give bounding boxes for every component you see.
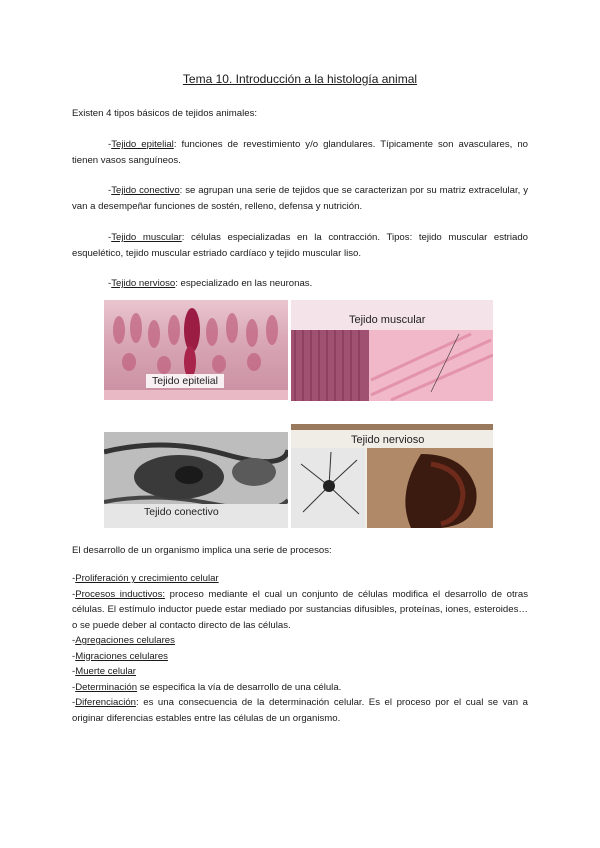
process-name: Migraciones celulares xyxy=(75,650,168,662)
tissue-desc: : células especializadas en la contracción. Tipos: tejido muscular estriado esquelético, tejido muscular estriado cardíaco y tejido muscular liso. xyxy=(72,232,528,259)
nervioso-caption: Tejido nervioso xyxy=(351,434,425,446)
process-name: Proliferación y crecimiento celular xyxy=(75,573,219,584)
tissue-name: Tejido conectivo xyxy=(111,185,180,196)
tissue-muscular: -Tejido muscular: células especializadas en la contracción. Tipos: tejido muscular estriado esquelético, tejido muscular estriado cardíaco y tejido muscular liso. xyxy=(72,232,528,259)
list-item: -Proliferación y crecimiento celular xyxy=(72,573,219,584)
intro-text: Existen 4 tipos básicos de tejidos animales: xyxy=(72,108,258,119)
tissue-desc: : especializado en las neuronas. xyxy=(175,278,313,289)
process-desc: : es una consecuencia de la determinación celular. Es el proceso por el cual se van a originar diferencias estables entre las células de un organismo. xyxy=(72,697,528,724)
tissue-name: Tejido muscular xyxy=(111,232,182,243)
page-title: Tema 10. Introducción a la histología animal xyxy=(182,72,418,86)
epitelial-caption: Tejido epitelial xyxy=(146,374,224,388)
development-intro: El desarrollo de un organismo implica una serie de procesos: xyxy=(72,545,332,556)
list-item: -Muerte celular xyxy=(72,666,136,677)
process-name: Determinación xyxy=(75,681,138,693)
process-desc: proceso mediante el cual un conjunto de células modifica el desarrollo de otras células. El estímulo inductor puede estar mediado por sustancias difusibles, proteínas, iones, esteroides… o se puede deber al contacto directo de las células. xyxy=(72,588,528,631)
process-name: Procesos inductivos: xyxy=(75,588,166,600)
tissue-conectivo: -Tejido conectivo: se agrupan una serie de tejidos que se caracterizan por su matriz extracelular, y van a desempeñar funciones de sostén, relleno, defensa y nutrición. xyxy=(72,185,529,212)
process-list xyxy=(72,571,528,726)
list-item: -Agregaciones celulares xyxy=(72,635,175,646)
conectivo-image xyxy=(104,432,288,528)
muscular-caption: Tejido muscular xyxy=(349,314,426,326)
list-item: -Procesos inductivos: proceso mediante el cual un conjunto de células modifica el desarrollo de otras células. El estímulo inductor puede estar mediado por sustancias difusibles, proteínas, iones, esteroides… o se puede deber al contacto directo de las células. xyxy=(72,588,528,631)
tissue-name: Tejido epitelial xyxy=(111,139,174,150)
tissue-desc: : se agrupan una serie de tejidos que se caracterizan por su matriz extracelular, y van a desempeñar funciones de sostén, relleno, defensa y nutrición. xyxy=(72,185,529,212)
epitelial-image xyxy=(104,300,288,400)
list-item: -Migraciones celulares xyxy=(72,650,168,662)
tissue-nervioso: -Tejido nervioso: especializado en las neuronas. xyxy=(108,278,313,289)
process-name: Muerte celular xyxy=(75,666,136,677)
process-name: Diferenciación xyxy=(75,697,136,708)
conectivo-caption: Tejido conectivo xyxy=(144,506,219,518)
tissue-epitelial: -Tejido epitelial: funciones de revestimiento y/o glandulares. Típicamente son avasculares, no tienen vasos sanguíneos. xyxy=(72,139,528,166)
muscular-image xyxy=(291,300,493,401)
tissue-name: Tejido nervioso xyxy=(111,278,176,289)
list-item: -Determinación se especifica la vía de desarrollo de una célula. xyxy=(72,681,342,693)
process-desc: se especifica la vía de desarrollo de una célula. xyxy=(137,681,342,693)
list-item: -Diferenciación: es una consecuencia de la determinación celular. Es el proceso por el cual se van a originar diferencias estables entre las células de un organismo. xyxy=(72,697,528,724)
tissue-desc: : funciones de revestimiento y/o glandulares. Típicamente son avasculares, no tienen vasos sanguíneos. xyxy=(72,139,528,166)
process-name: Agregaciones celulares xyxy=(75,635,175,646)
nervioso-image xyxy=(291,424,493,528)
